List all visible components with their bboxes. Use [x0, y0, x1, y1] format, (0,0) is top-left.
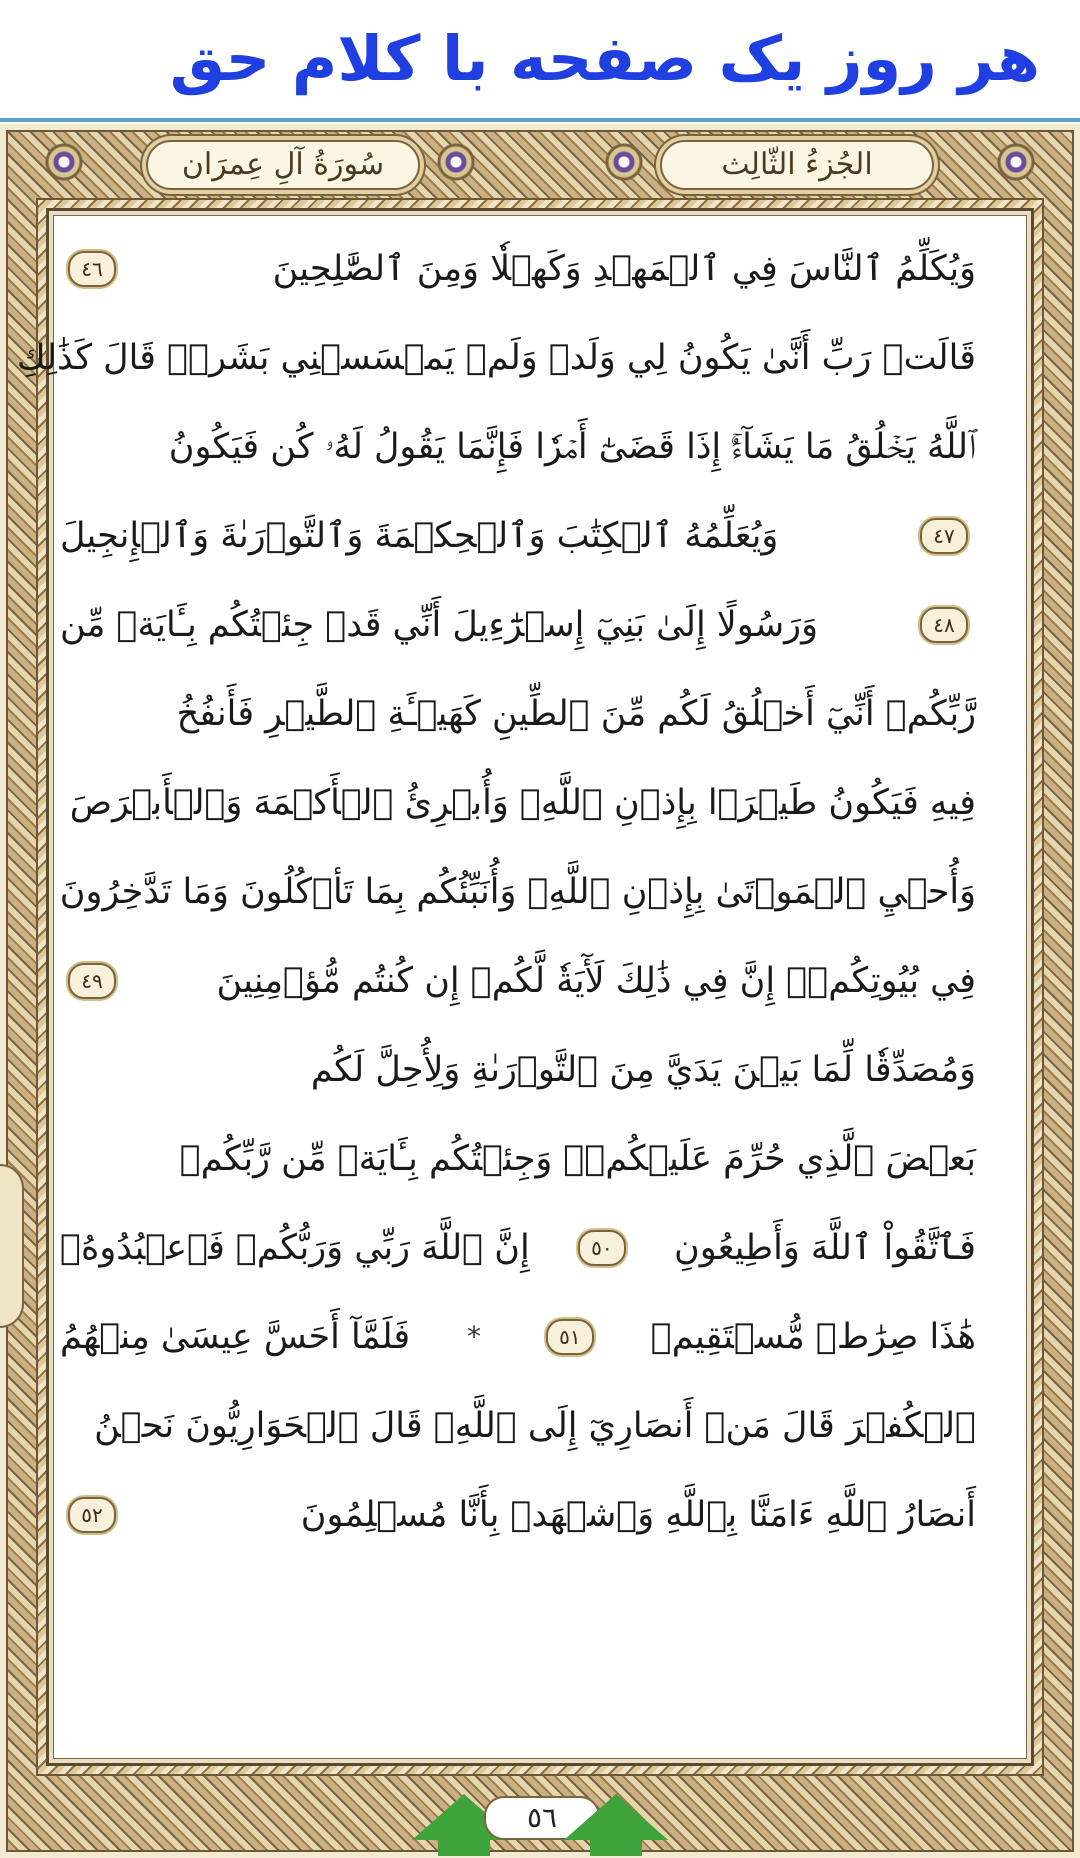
verse-line [60, 936, 976, 1025]
verse-text: وَيُكَلِّمُ ٱلنَّاسَ فِي ٱلۡمَهۡدِ وَكَهۡلٗا وَمِنَ ٱلصَّٰلِحِينَ [272, 248, 976, 289]
verse-line [60, 1025, 976, 1114]
ayah-number-marker: ٥١ [546, 1319, 594, 1355]
verse-text: بَعۡضَ ٱلَّذِي حُرِّمَ عَلَيۡكُمۡۚ وَجِئۡتُكُم بِـَٔايَةٖ مِّن رَّبِّكُمۡ [179, 1138, 976, 1179]
page-header [36, 130, 1044, 194]
verse-text: فِيهِ فَيَكُونُ طَيۡرَۢا بِإِذۡنِ ٱللَّهِۖ وَأُبۡرِئُ ٱلۡأَكۡمَهَ وَٱلۡأَبۡرَصَ [69, 782, 976, 823]
verse-line [16, 313, 976, 402]
verse-text: أَنصَارُ ٱللَّهِ ءَامَنَّا بِٱللَّهِ وَٱشۡهَدۡ بِأَنَّا مُسۡلِمُونَ [300, 1494, 976, 1535]
verse-lines [16, 224, 976, 1742]
verse-line [60, 402, 976, 491]
verse-line [60, 580, 976, 669]
ayah-number-marker: ٤٦ [68, 251, 116, 287]
verse-text: رَّبِّكُمۡ أَنِّيٓ أَخۡلُقُ لَكُم مِّنَ ٱلطِّينِ كَهَيۡـَٔةِ ٱلطَّيۡرِ فَأَنفُخُ [176, 693, 976, 734]
verse-text: وَيُعَلِّمُهُ ٱلۡكِتَٰبَ وَٱلۡحِكۡمَةَ وَٱلتَّوۡرَىٰةَ وَٱلۡإِنجِيلَ [60, 515, 779, 556]
juz-label: الجُزءُ الثّالِث [660, 140, 934, 190]
ayah-number-marker: ٥٠ [578, 1230, 626, 1266]
verse-line [60, 1203, 976, 1292]
verse-text: قَالَتۡ رَبِّ أَنَّىٰ يَكُونُ لِي وَلَدٞ وَلَمۡ يَمۡسَسۡنِي بَشَرٞۖ قَالَ كَذَٰلِكِ [16, 337, 976, 378]
verse-text: هَٰذَا صِرَٰطٞ مُّسۡتَقِيمٞ [650, 1316, 976, 1357]
verse-text: وَأُحۡيِ ٱلۡمَوۡتَىٰ بِإِذۡنِ ٱللَّهِۖ وَأُنَبِّئُكُم بِمَا تَأۡكُلُونَ وَمَا تَدَّخِرُونَ [59, 871, 976, 912]
verse-line [60, 1381, 976, 1470]
page-footer [0, 1778, 1080, 1858]
banner-divider [0, 118, 1080, 122]
ayah-number-marker: ٤٧ [920, 518, 968, 554]
verse-text: فَٱتَّقُواْ ٱللَّهَ وَأَطِيعُونِ [674, 1227, 976, 1268]
verse-text: فِي بُيُوتِكُمۡۚ إِنَّ فِي ذَٰلِكَ لَأٓيَةٗ لَّكُمۡ إِن كُنتُم مُّؤۡمِنِينَ [216, 960, 976, 1001]
verse-line [60, 847, 976, 936]
verse-line [60, 224, 976, 313]
verse-line [60, 758, 976, 847]
mushaf-page [0, 124, 1080, 1858]
verse-text: وَرَسُولًا إِلَىٰ بَنِيٓ إِسۡرَٰٓءِيلَ أَنِّي قَدۡ جِئۡتُكُم بِـَٔايَةٖ مِّن [60, 604, 818, 645]
verse-text: فَلَمَّآ أَحَسَّ عِيسَىٰ مِنۡهُمُ [60, 1316, 411, 1357]
verse-line [60, 1114, 976, 1203]
verse-line [60, 491, 976, 580]
rosette-ornament-icon [996, 142, 1036, 182]
verse-text: ٱلۡكُفۡرَ قَالَ مَنۡ أَنصَارِيٓ إِلَى ٱللَّهِۖ قَالَ ٱلۡحَوَارِيُّونَ نَحۡنُ [94, 1405, 976, 1446]
verse-text: إِنَّ ٱللَّهَ رَبِّي وَرَبُّكُمۡ فَٱعۡبُدُوهُۚ [60, 1227, 530, 1268]
banner-title: هر روز یک صفحه با کلام حق [169, 22, 1040, 95]
page-number: ٥٦ [484, 1796, 600, 1840]
app-banner [0, 0, 1080, 118]
rosette-ornament-icon [44, 142, 84, 182]
verse-text: ٱللَّهُ يَخۡلُقُ مَا يَشَآءُۚ إِذَا قَضَىٰٓ أَمۡرٗا فَإِنَّمَا يَقُولُ لَهُۥ كُن فَيَكُونُ [168, 426, 976, 467]
verse-line [60, 669, 976, 758]
rosette-ornament-icon [436, 142, 476, 182]
ayah-number-marker: ٤٨ [920, 607, 968, 643]
verse-text: وَمُصَدِّقٗا لِّمَا بَيۡنَ يَدَيَّ مِنَ ٱلتَّوۡرَىٰةِ وَلِأُحِلَّ لَكُم [310, 1049, 976, 1090]
next-page-arrow-icon[interactable] [564, 1794, 668, 1840]
rosette-ornament-icon [604, 142, 644, 182]
side-page-tab[interactable] [0, 1164, 24, 1328]
verse-line [60, 1292, 976, 1381]
hizb-star-icon: * [467, 1320, 481, 1353]
surah-label: سُورَةُ آلِ عِمرَان [146, 140, 420, 190]
ayah-number-marker: ٤٩ [68, 963, 116, 999]
verse-line [60, 1470, 976, 1559]
ayah-number-marker: ٥٢ [68, 1497, 116, 1533]
